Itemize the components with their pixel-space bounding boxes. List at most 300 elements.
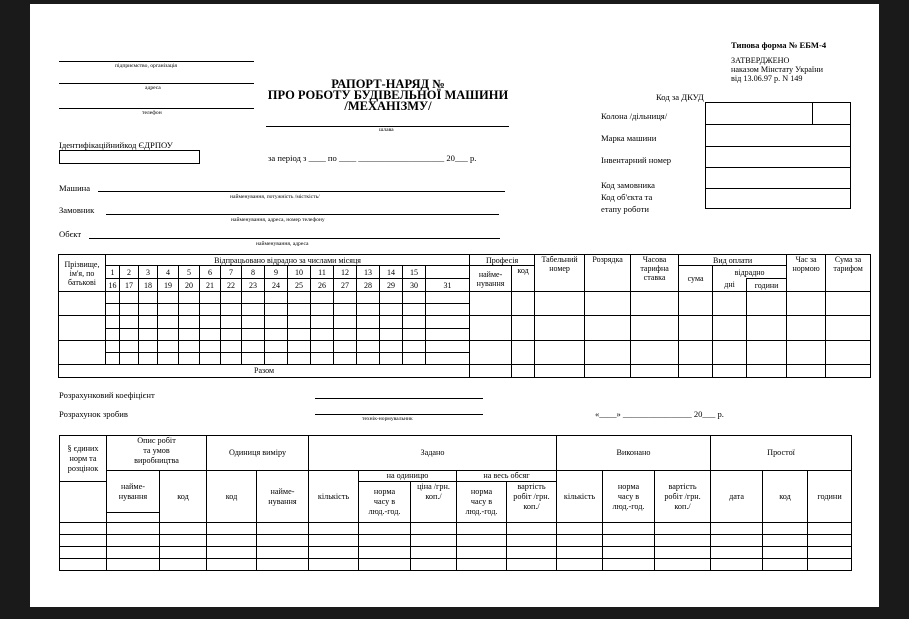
- total-cell[interactable]: [826, 364, 871, 377]
- entry-cell[interactable]: [288, 352, 311, 364]
- entry-cell[interactable]: [603, 523, 655, 535]
- entry-cell[interactable]: [242, 304, 265, 316]
- entry-cell[interactable]: [512, 340, 535, 364]
- col-total-norm-hours-l2: часу в: [470, 497, 493, 506]
- entry-cell[interactable]: [207, 559, 257, 571]
- entry-cell[interactable]: [380, 316, 403, 328]
- entry-cell[interactable]: [457, 523, 507, 535]
- day-cell: 25: [288, 279, 311, 292]
- entry-cell[interactable]: [426, 292, 470, 304]
- entry-cell[interactable]: [158, 316, 179, 328]
- entry-cell[interactable]: [59, 316, 106, 340]
- entry-cell[interactable]: [826, 340, 871, 364]
- entry-cell[interactable]: [265, 304, 288, 316]
- col-profession-code: код: [512, 266, 535, 292]
- entry-cell[interactable]: [257, 523, 309, 535]
- entry-cell[interactable]: [679, 316, 713, 340]
- entry-cell[interactable]: [585, 292, 631, 316]
- entry-cell[interactable]: [334, 340, 357, 352]
- entry-cell[interactable]: [106, 328, 120, 340]
- entry-cell[interactable]: [242, 328, 265, 340]
- code-inventory-cell[interactable]: [706, 147, 851, 168]
- entry-cell[interactable]: [221, 304, 242, 316]
- entry-cell[interactable]: [200, 316, 221, 328]
- entry-cell[interactable]: [265, 316, 288, 328]
- entry-cell[interactable]: [334, 352, 357, 364]
- entry-cell[interactable]: [265, 340, 288, 352]
- col-done: Виконано: [557, 436, 711, 471]
- entry-cell[interactable]: [747, 340, 787, 364]
- col-desc-code: код: [160, 471, 207, 523]
- day-cell: 12: [334, 266, 357, 279]
- entry-cell[interactable]: [826, 316, 871, 340]
- entry-cell[interactable]: [711, 559, 763, 571]
- entry-cell[interactable]: [357, 352, 380, 364]
- day-cell: 27: [334, 279, 357, 292]
- entry-cell[interactable]: [59, 292, 106, 316]
- entry-cell[interactable]: [257, 547, 309, 559]
- entry-cell[interactable]: [221, 328, 242, 340]
- col-pay-piecework: відрадно: [713, 266, 787, 279]
- calculation-date[interactable]: «____» ________________ 20___ р.: [595, 409, 724, 419]
- entry-cell[interactable]: [60, 535, 107, 547]
- col-hourly-rate-l3: ставка: [643, 273, 666, 282]
- day-cell: 13: [357, 266, 380, 279]
- col-total-norm-hours-l1: норма: [470, 487, 493, 496]
- entry-cell[interactable]: [139, 352, 158, 364]
- entry-cell[interactable]: [403, 292, 426, 304]
- day-cell: 4: [158, 266, 179, 279]
- entry-cell[interactable]: [787, 316, 826, 340]
- col-tab-number-l1: Табельний: [541, 255, 578, 264]
- entry-cell[interactable]: [403, 328, 426, 340]
- entry-cell[interactable]: [221, 316, 242, 328]
- col-idle-date: дата: [711, 471, 763, 523]
- entry-cell[interactable]: [357, 292, 380, 304]
- customer-line[interactable]: [106, 214, 499, 215]
- day-cell: 22: [221, 279, 242, 292]
- entry-cell[interactable]: [585, 316, 631, 340]
- entry-cell[interactable]: [826, 292, 871, 316]
- entry-cell[interactable]: [106, 340, 120, 352]
- total-label: Разом: [59, 364, 470, 377]
- entry-cell[interactable]: [288, 292, 311, 304]
- entry-cell[interactable]: [139, 316, 158, 328]
- col-profession-name-l2: нування: [476, 278, 505, 288]
- entry-cell[interactable]: [535, 340, 585, 364]
- entry-cell[interactable]: [179, 292, 200, 304]
- day-cell: 7: [221, 266, 242, 279]
- col-desc-name: [107, 471, 160, 513]
- day-cell: 28: [357, 279, 380, 292]
- entry-cell[interactable]: [357, 316, 380, 328]
- entry-cell[interactable]: [309, 523, 359, 535]
- col-done-cost-l1: вартість: [668, 481, 697, 491]
- calculated-by-line[interactable]: [315, 414, 483, 415]
- total-cell[interactable]: [679, 364, 713, 377]
- col-norm-hours: [359, 482, 411, 523]
- entry-cell[interactable]: [257, 559, 309, 571]
- col-cost-l1: вартість: [517, 482, 546, 491]
- entry-cell[interactable]: [787, 292, 826, 316]
- entry-cell[interactable]: [160, 535, 207, 547]
- entry-cell[interactable]: [160, 523, 207, 535]
- col-profession: Професія: [470, 255, 535, 266]
- entry-cell[interactable]: [242, 316, 265, 328]
- dkud-label: Код за ДКУД: [656, 92, 704, 102]
- entry-cell[interactable]: [655, 535, 711, 547]
- entry-cell[interactable]: [763, 559, 808, 571]
- col-unit-name: [257, 471, 309, 523]
- entry-cell[interactable]: [426, 340, 470, 352]
- entry-cell[interactable]: [200, 340, 221, 352]
- day-cell: 1: [106, 266, 120, 279]
- col-norms-paragraph-l3: розцінок: [67, 463, 99, 473]
- entry-cell[interactable]: [808, 559, 852, 571]
- entry-cell[interactable]: [507, 547, 557, 559]
- entry-cell[interactable]: [512, 292, 535, 316]
- entry-cell[interactable]: [426, 352, 470, 364]
- entry-cell[interactable]: [711, 547, 763, 559]
- total-cell[interactable]: [787, 364, 826, 377]
- entry-cell[interactable]: [470, 316, 512, 340]
- total-cell[interactable]: [535, 364, 585, 377]
- entry-cell[interactable]: [60, 559, 107, 571]
- code-column-cell[interactable]: [706, 103, 813, 125]
- entry-cell[interactable]: [655, 559, 711, 571]
- entry-cell[interactable]: [120, 304, 139, 316]
- entry-cell[interactable]: [179, 304, 200, 316]
- entry-cell[interactable]: [403, 340, 426, 352]
- edrpou-field[interactable]: [59, 150, 200, 164]
- entry-cell[interactable]: [311, 328, 334, 340]
- entry-cell[interactable]: [603, 547, 655, 559]
- entry-cell[interactable]: [179, 340, 200, 352]
- entry-cell[interactable]: [334, 292, 357, 304]
- entry-cell[interactable]: [334, 328, 357, 340]
- entry-cell[interactable]: [106, 304, 120, 316]
- col-unit-code: код: [207, 471, 257, 523]
- entry-cell[interactable]: [107, 559, 160, 571]
- col-desc-name-cont: [107, 513, 160, 523]
- period-text[interactable]: за період з ____ по ____ ____________________ 20___ р.: [268, 153, 477, 163]
- entry-cell[interactable]: [288, 316, 311, 328]
- total-cell[interactable]: [470, 364, 512, 377]
- enterprise-line[interactable]: [59, 61, 254, 62]
- label-inventory-number: Інвентарний номер: [601, 155, 672, 165]
- total-cell[interactable]: [631, 364, 679, 377]
- col-norms-paragraph-l1: § єдиних: [67, 443, 99, 453]
- day-cell-empty: [426, 266, 470, 279]
- total-cell[interactable]: [713, 364, 747, 377]
- entry-cell[interactable]: [179, 328, 200, 340]
- entry-cell[interactable]: [311, 316, 334, 328]
- timesheet-table: [58, 254, 871, 378]
- col-grade: Розрядка: [585, 255, 631, 292]
- col-done-cost-l3: коп./: [674, 501, 691, 511]
- col-assigned: Задано: [309, 436, 557, 471]
- dkud-codes-grid: [705, 102, 851, 209]
- entry-cell[interactable]: [107, 535, 160, 547]
- entry-cell[interactable]: [507, 559, 557, 571]
- col-full-volume: на весь обсяг: [457, 471, 557, 482]
- entry-cell[interactable]: [59, 340, 106, 364]
- total-cell[interactable]: [747, 364, 787, 377]
- entry-cell[interactable]: [179, 316, 200, 328]
- entry-cell[interactable]: [357, 328, 380, 340]
- entry-cell[interactable]: [411, 523, 457, 535]
- form-title-line1: РАПОРТ-НАРЯД №: [331, 77, 445, 91]
- entry-cell[interactable]: [334, 316, 357, 328]
- col-hourly-rate-l2: тарифна: [640, 264, 669, 273]
- entry-cell[interactable]: [158, 328, 179, 340]
- entry-cell[interactable]: [359, 523, 411, 535]
- code-customer-cell[interactable]: [706, 168, 851, 189]
- entry-cell[interactable]: [106, 352, 120, 364]
- entry-cell[interactable]: [470, 340, 512, 364]
- entry-cell[interactable]: [107, 547, 160, 559]
- label-object-code: Код об'єкта та: [601, 192, 653, 202]
- entry-cell[interactable]: [585, 340, 631, 364]
- entry-cell[interactable]: [411, 559, 457, 571]
- entry-cell[interactable]: [139, 292, 158, 304]
- entry-cell[interactable]: [309, 547, 359, 559]
- entry-cell[interactable]: [221, 292, 242, 304]
- col-person-name: [59, 255, 106, 292]
- code-column-extra-cell[interactable]: [813, 103, 851, 125]
- entry-cell[interactable]: [457, 535, 507, 547]
- day-cell: 20: [179, 279, 200, 292]
- total-cell[interactable]: [512, 364, 535, 377]
- entry-cell[interactable]: [535, 292, 585, 316]
- object-line[interactable]: [89, 238, 500, 239]
- entry-cell[interactable]: [380, 352, 403, 364]
- day-cell: 21: [200, 279, 221, 292]
- entry-cell[interactable]: [747, 292, 787, 316]
- entry-cell[interactable]: [426, 304, 470, 316]
- day-cell: 2: [120, 266, 139, 279]
- entry-cell[interactable]: [60, 547, 107, 559]
- entry-cell[interactable]: [631, 292, 679, 316]
- entry-cell[interactable]: [265, 292, 288, 304]
- col-norms-paragraph-l2: норм та: [69, 453, 97, 463]
- entry-cell[interactable]: [160, 559, 207, 571]
- entry-cell[interactable]: [120, 316, 139, 328]
- entry-cell[interactable]: [257, 535, 309, 547]
- entry-cell[interactable]: [200, 328, 221, 340]
- entry-cell[interactable]: [655, 523, 711, 535]
- entry-cell[interactable]: [158, 340, 179, 352]
- entry-cell[interactable]: [808, 523, 852, 535]
- entry-cell[interactable]: [288, 328, 311, 340]
- entry-cell[interactable]: [200, 292, 221, 304]
- entry-cell[interactable]: [359, 547, 411, 559]
- entry-cell[interactable]: [713, 340, 747, 364]
- day-cell: 31: [426, 279, 470, 292]
- entry-cell[interactable]: [288, 304, 311, 316]
- entry-cell[interactable]: [200, 352, 221, 364]
- day-cell: 11: [311, 266, 334, 279]
- entry-cell[interactable]: [265, 352, 288, 364]
- entry-cell[interactable]: [679, 340, 713, 364]
- entry-cell[interactable]: [763, 535, 808, 547]
- col-done-cost: [655, 471, 711, 523]
- machine-line[interactable]: [98, 191, 505, 192]
- col-work-description-l1: Опис робіт: [137, 436, 176, 445]
- entry-cell[interactable]: [787, 340, 826, 364]
- col-tariff-sum: [826, 255, 871, 292]
- entry-cell[interactable]: [160, 547, 207, 559]
- entry-cell[interactable]: [679, 292, 713, 316]
- entry-cell[interactable]: [507, 523, 557, 535]
- entry-cell[interactable]: [380, 292, 403, 304]
- entry-cell[interactable]: [711, 523, 763, 535]
- entry-cell[interactable]: [311, 292, 334, 304]
- entry-cell[interactable]: [311, 340, 334, 352]
- entry-cell[interactable]: [309, 559, 359, 571]
- entry-cell[interactable]: [426, 316, 470, 328]
- coefficient-line[interactable]: [315, 398, 483, 399]
- entry-cell[interactable]: [120, 340, 139, 352]
- entry-cell[interactable]: [200, 304, 221, 316]
- entry-cell[interactable]: [359, 535, 411, 547]
- day-cell: 24: [265, 279, 288, 292]
- entry-cell[interactable]: [403, 352, 426, 364]
- col-total-norm-hours: [457, 482, 507, 523]
- entry-cell[interactable]: [139, 340, 158, 352]
- day-cell: 19: [158, 279, 179, 292]
- entry-cell[interactable]: [242, 292, 265, 304]
- entry-cell[interactable]: [120, 292, 139, 304]
- entry-cell[interactable]: [808, 547, 852, 559]
- entry-cell[interactable]: [457, 559, 507, 571]
- phone-line[interactable]: [59, 108, 254, 109]
- enterprise-caption: підприємство, організація: [115, 63, 177, 69]
- entry-cell[interactable]: [403, 304, 426, 316]
- customer-label: Замовник: [59, 205, 95, 215]
- entry-cell[interactable]: [557, 535, 603, 547]
- entry-cell[interactable]: [557, 547, 603, 559]
- calculated-by-caption: технік-нормувальник: [362, 416, 413, 422]
- entry-cell[interactable]: [359, 559, 411, 571]
- entry-cell[interactable]: [380, 340, 403, 352]
- entry-cell[interactable]: [139, 304, 158, 316]
- entry-cell[interactable]: [380, 304, 403, 316]
- entry-cell[interactable]: [158, 352, 179, 364]
- entry-cell[interactable]: [631, 316, 679, 340]
- entry-cell[interactable]: [603, 559, 655, 571]
- entry-cell[interactable]: [179, 352, 200, 364]
- day-cell: 16: [106, 279, 120, 292]
- entry-cell[interactable]: [120, 328, 139, 340]
- approved-line2: від 13.06.97 р. N 149: [731, 74, 803, 83]
- entry-cell[interactable]: [603, 535, 655, 547]
- entry-cell[interactable]: [411, 547, 457, 559]
- entry-cell[interactable]: [357, 304, 380, 316]
- entry-cell[interactable]: [747, 316, 787, 340]
- col-person-name-l1: Прізвище,: [64, 259, 100, 269]
- entry-cell[interactable]: [120, 352, 139, 364]
- entry-cell[interactable]: [357, 340, 380, 352]
- day-cell: 29: [380, 279, 403, 292]
- entry-cell[interactable]: [655, 547, 711, 559]
- entry-cell[interactable]: [411, 535, 457, 547]
- entry-cell[interactable]: [139, 328, 158, 340]
- entry-cell[interactable]: [334, 304, 357, 316]
- entry-cell[interactable]: [106, 316, 120, 328]
- entry-cell[interactable]: [631, 340, 679, 364]
- entry-cell[interactable]: [535, 316, 585, 340]
- entry-cell[interactable]: [106, 292, 120, 304]
- code-machine-brand-cell[interactable]: [706, 125, 851, 147]
- col-pay-type: Вид оплати: [679, 255, 787, 266]
- entry-cell[interactable]: [207, 523, 257, 535]
- entry-cell[interactable]: [207, 535, 257, 547]
- entry-cell[interactable]: [403, 316, 426, 328]
- entry-cell[interactable]: [557, 523, 603, 535]
- col-total-norm-hours-l3: люд.-год.: [465, 507, 498, 516]
- day-cell: 10: [288, 266, 311, 279]
- entry-cell[interactable]: [557, 559, 603, 571]
- day-cell: 23: [242, 279, 265, 292]
- entry-cell[interactable]: [158, 292, 179, 304]
- entry-cell[interactable]: [808, 535, 852, 547]
- approved-line1: наказом Мінстату України: [731, 65, 823, 74]
- entry-cell[interactable]: [288, 340, 311, 352]
- total-cell[interactable]: [585, 364, 631, 377]
- coefficient-label: Розрахунковий коефіцієнт: [59, 390, 155, 400]
- entry-cell[interactable]: [426, 328, 470, 340]
- entry-cell[interactable]: [207, 547, 257, 559]
- col-unit: Одиниця виміру: [207, 436, 309, 471]
- entry-cell[interactable]: [221, 340, 242, 352]
- entry-cell[interactable]: [380, 328, 403, 340]
- label-customer-code: Код замовника: [601, 180, 655, 190]
- col-hourly-rate-l1: Часова: [642, 255, 667, 264]
- entry-cell[interactable]: [60, 523, 107, 535]
- col-price: [411, 482, 457, 523]
- entry-cell[interactable]: [512, 316, 535, 340]
- entry-cell[interactable]: [242, 352, 265, 364]
- entry-cell[interactable]: [470, 292, 512, 316]
- day-cell: 3: [139, 266, 158, 279]
- entry-cell[interactable]: [763, 523, 808, 535]
- entry-cell[interactable]: [507, 535, 557, 547]
- entry-cell[interactable]: [242, 340, 265, 352]
- code-object-cell[interactable]: [706, 189, 851, 209]
- entry-cell[interactable]: [221, 352, 242, 364]
- entry-cell[interactable]: [158, 304, 179, 316]
- col-done-cost-l2: робіт /грн.: [664, 491, 701, 501]
- entry-cell[interactable]: [711, 535, 763, 547]
- entry-cell[interactable]: [311, 352, 334, 364]
- entry-cell[interactable]: [457, 547, 507, 559]
- col-done-norm-l1: норма: [617, 481, 640, 491]
- address-line[interactable]: [59, 83, 254, 84]
- entry-cell[interactable]: [309, 535, 359, 547]
- entry-cell[interactable]: [265, 328, 288, 340]
- col-unit-name-l1: найме-: [270, 486, 295, 496]
- entry-cell[interactable]: [107, 523, 160, 535]
- day-cell: 18: [139, 279, 158, 292]
- days-header: Відпрацьовано відрадно за числами місяця: [106, 255, 470, 266]
- entry-cell[interactable]: [713, 316, 747, 340]
- entry-cell[interactable]: [763, 547, 808, 559]
- entry-cell[interactable]: [713, 292, 747, 316]
- label-work-stage: етапу роботи: [601, 204, 649, 214]
- entry-cell[interactable]: [311, 304, 334, 316]
- col-profession-name-l1: найме-: [478, 269, 503, 279]
